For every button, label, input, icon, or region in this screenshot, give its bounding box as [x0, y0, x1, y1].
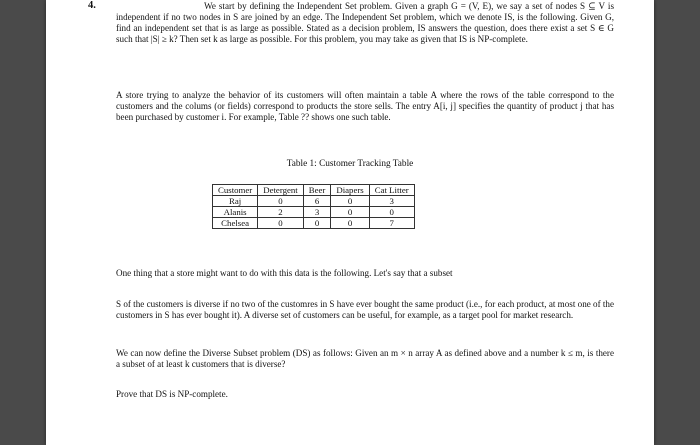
table-cell: 0 [258, 196, 304, 207]
question-number: 4. [88, 0, 96, 11]
table-cell: 7 [369, 218, 414, 229]
table-cell: 3 [303, 207, 331, 218]
table-row [213, 196, 415, 207]
table-header-cell: Detergent [258, 185, 304, 196]
table-cell: 0 [303, 218, 331, 229]
table-row [213, 207, 415, 218]
table-header-cell: Diapers [331, 185, 369, 196]
paragraph-diverse-subset-problem: We can now define the Diverse Subset problem (DS) as follows: Given an m × n array A as defined above and a number k ≤ m, is there a subset of at least k customers that is diverse? [116, 348, 614, 370]
table-header-cell: Cat Litter [369, 185, 414, 196]
customer-tracking-table [212, 184, 415, 229]
table-cell: 0 [331, 196, 369, 207]
paragraph-prove: Prove that DS is NP-complete. [116, 389, 228, 399]
table-header-cell: Customer [213, 185, 258, 196]
paragraph-diverse-definition: S of the customers is diverse if no two of the customres in S have ever bought the same product (i.e., for each product, at most one of the customers in S has ever bought it). A diverse set of customers can be useful, for example, as a target pool for market research. [116, 299, 615, 321]
table-row [213, 218, 415, 229]
table-cell: 6 [303, 196, 331, 207]
paragraph-subset-intro: One thing that a store might want to do with this data is the following. Let's say that a subset [116, 268, 453, 278]
table-cell: Alanis [213, 207, 258, 218]
table-header-cell: Beer [303, 185, 331, 196]
table-cell: 3 [369, 196, 414, 207]
paragraph-store-table: A store trying to analyze the behavior of its customers will often maintain a table A where the rows of the table correspond to the customers and the colums (or fields) correspond to products the store sells. The entry A[i, j] specifies the quantity of product j that has been purchased by customer i. For example, Table ?? shows one such table. [116, 90, 614, 123]
table-cell: Raj [213, 196, 258, 207]
table-cell: 0 [369, 207, 414, 218]
table-cell: 0 [258, 218, 304, 229]
table-cell: 0 [331, 207, 369, 218]
document-page [46, 0, 654, 445]
paragraph-independent-set: We start by defining the Independent Set problem. Given a graph G = (V, E), we say a set of nodes S ⊆ V is independent if no two nodes in S are joined by an edge. The Independent Set problem, which we denote IS, is the following. Given G, find an independent set that is as large as possible. Stated as a decision problem, IS answers the question, does there exist a set S ∈ G such that |S| ≥ k? Then set k as large as possible. For this problem, you may take as given that IS is NP-complete. [116, 1, 614, 45]
table-cell: 0 [331, 218, 369, 229]
table-cell: 2 [258, 207, 304, 218]
table-header-row [213, 185, 415, 196]
table-caption: Table 1: Customer Tracking Table [286, 159, 414, 169]
table-cell: Chelsea [213, 218, 258, 229]
